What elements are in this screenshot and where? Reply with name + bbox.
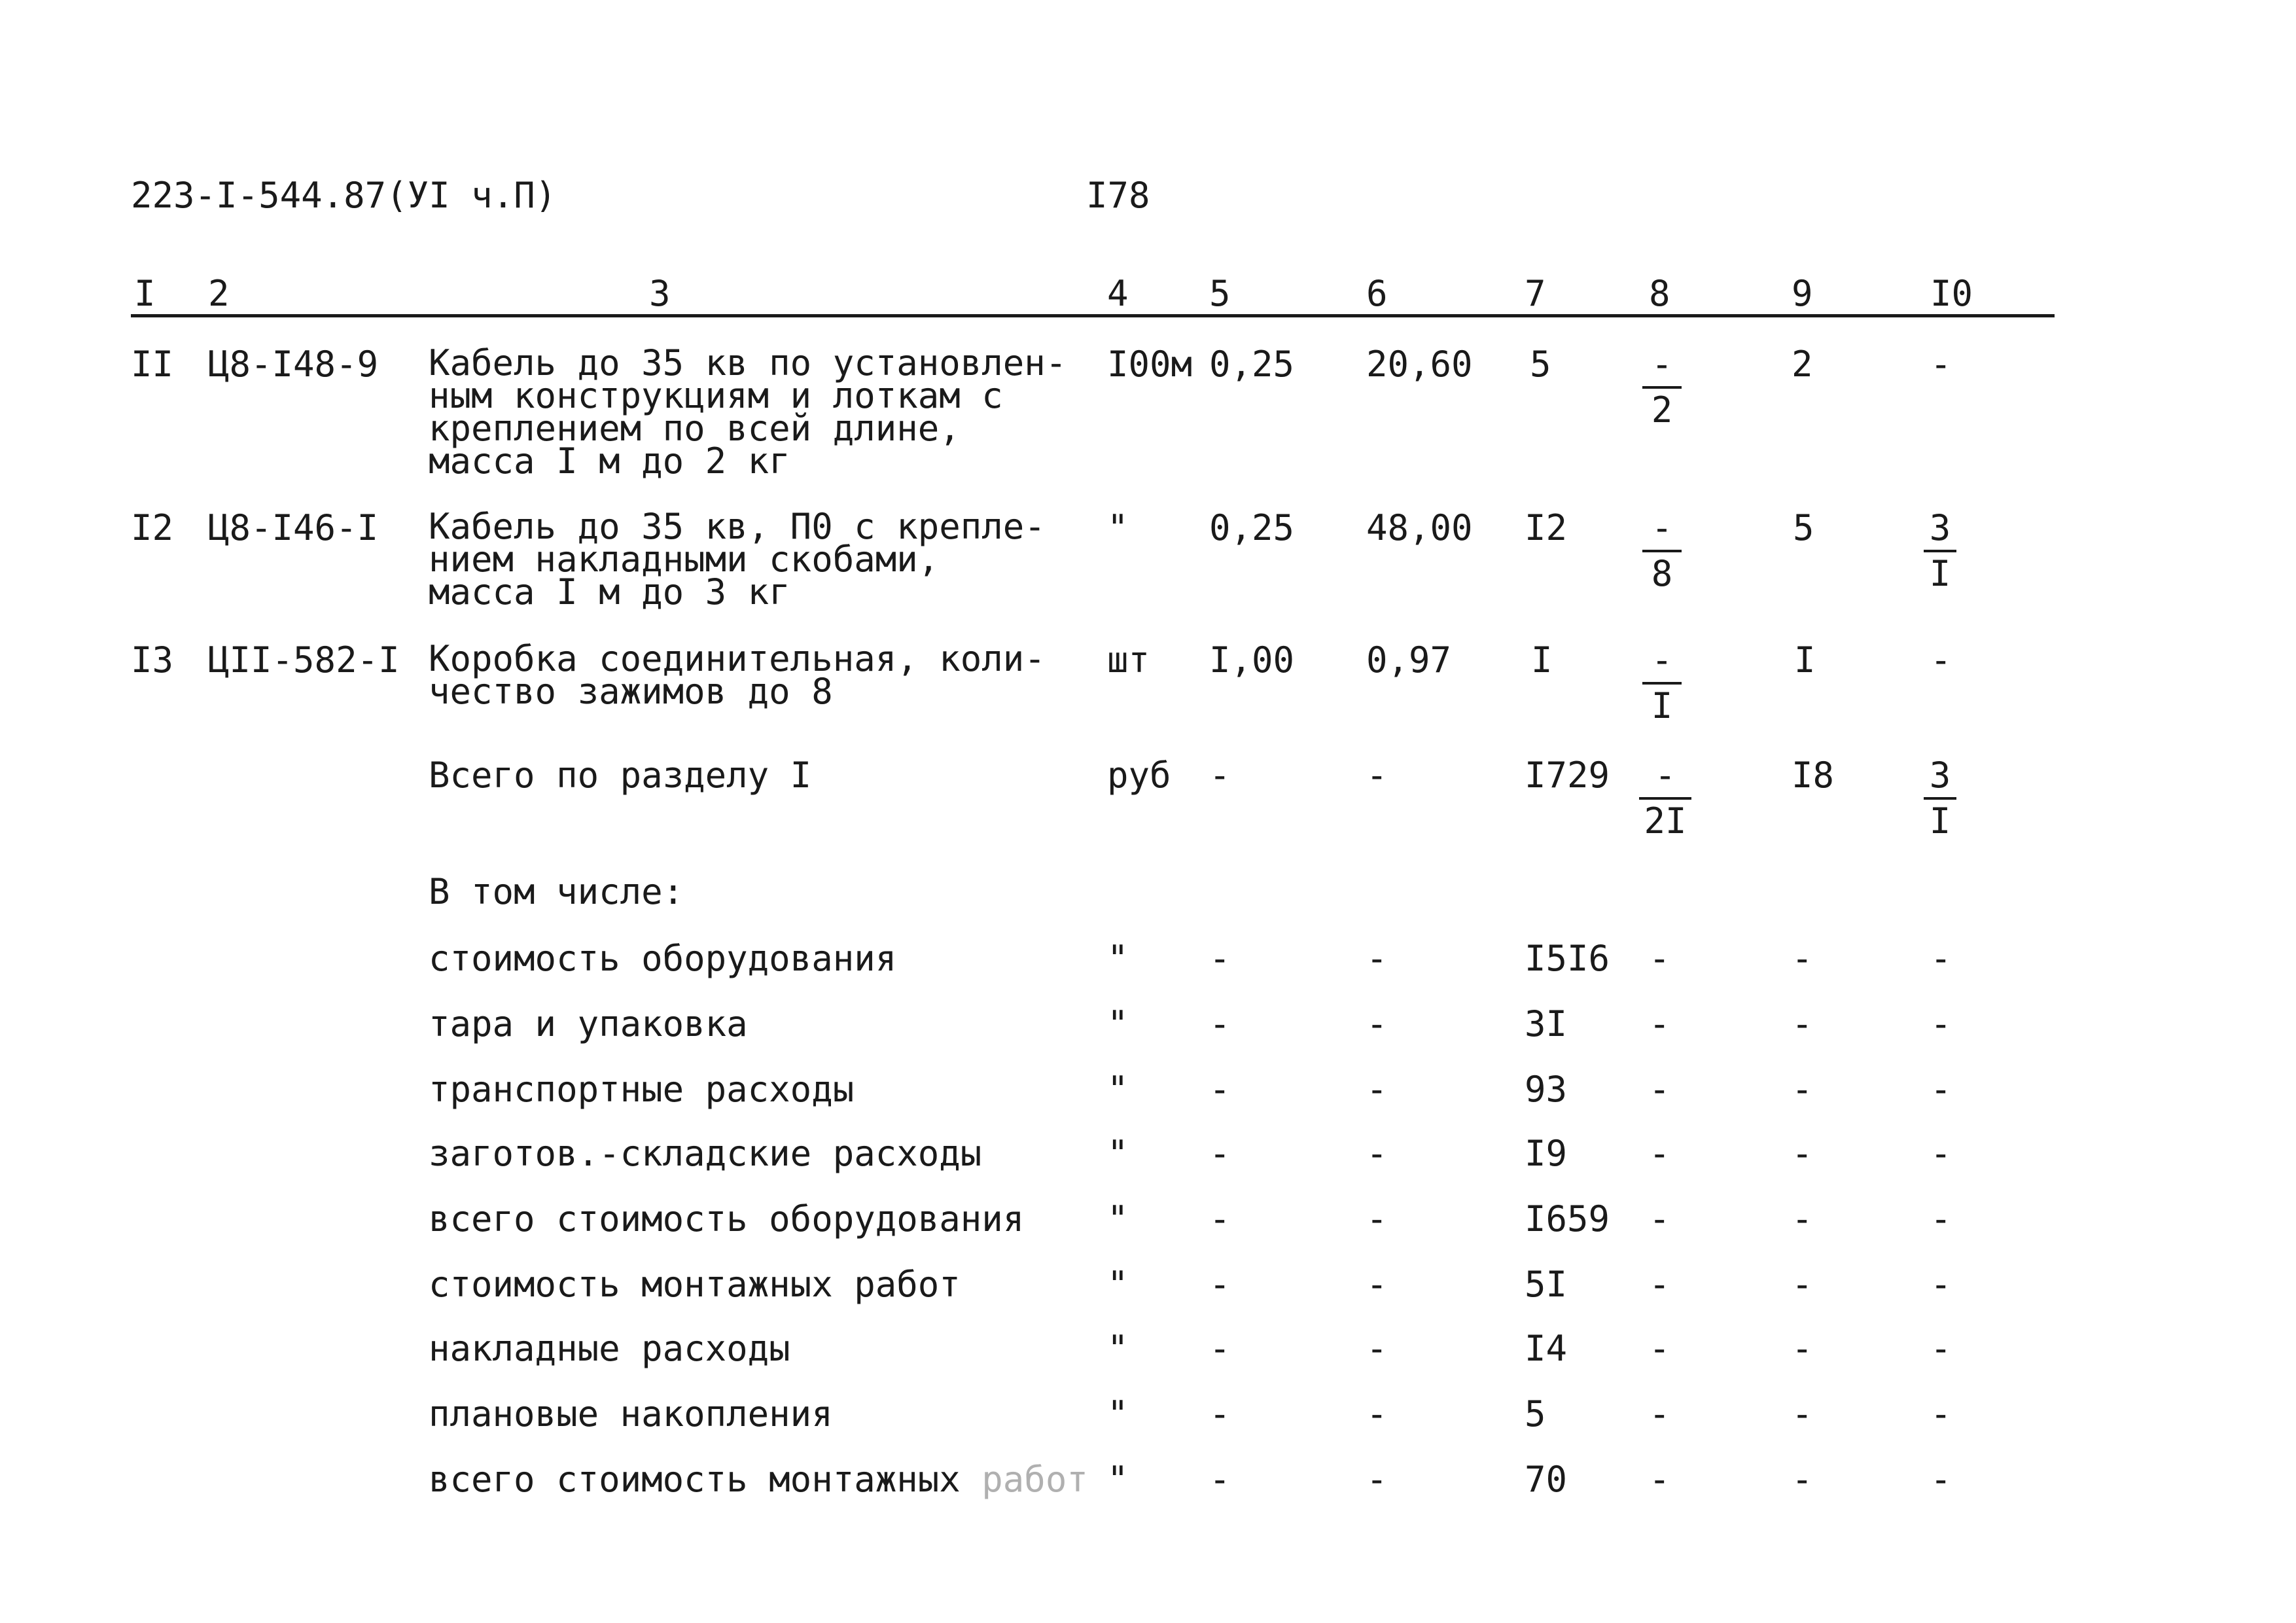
col10-value: -: [1930, 1328, 1952, 1369]
quantity: -: [1209, 1328, 1231, 1369]
price-code: Ц8-I46-I: [208, 507, 379, 548]
col7-value: 70: [1525, 1459, 1568, 1500]
col9-value: 5: [1793, 507, 1814, 548]
unit: ": [1107, 1198, 1129, 1240]
quantity: I,00: [1209, 639, 1295, 681]
col9-value: -: [1792, 1003, 1813, 1044]
unit-price: -: [1366, 1264, 1388, 1305]
column-header: 9: [1792, 273, 1813, 314]
col8-fraction: - 2I: [1639, 758, 1691, 839]
breakdown-label: всего стоимость монтажных работ: [429, 1459, 1088, 1500]
col7-value: I729: [1525, 755, 1610, 796]
col7-value: 5: [1525, 1393, 1546, 1435]
item-description: Коробка соединительная, коли- чество зажимов до 8: [429, 638, 1046, 712]
col8-value: -: [1649, 1393, 1670, 1435]
col9-value: 2: [1792, 344, 1813, 385]
item-description: Кабель до 35 кв, П0 с крепле- нием накладными скобами, масса I м до 3 кг: [429, 506, 1046, 613]
price-code: ЦII-582-I: [208, 639, 400, 681]
unit: ": [1107, 1003, 1129, 1044]
column-header: 3: [649, 273, 671, 314]
col9-value: -: [1792, 1393, 1813, 1435]
col10-value: -: [1930, 1198, 1952, 1240]
column-header: 7: [1525, 273, 1546, 314]
col10-fraction: 3 I: [1924, 510, 1956, 592]
header-rule: [131, 314, 2055, 317]
unit-price: -: [1366, 1069, 1388, 1110]
column-header: I: [134, 273, 156, 314]
col7-value: 5I: [1525, 1264, 1568, 1305]
unit-price: 20,60: [1366, 344, 1473, 385]
col8-fraction: - 2: [1642, 347, 1682, 428]
breakdown-label: плановые накопления: [429, 1393, 833, 1435]
col7-value: I659: [1525, 1198, 1610, 1240]
col9-value: -: [1792, 1328, 1813, 1369]
col10-value: -: [1930, 938, 1952, 979]
column-header: 2: [208, 273, 230, 314]
unit: ": [1107, 1328, 1129, 1369]
unit-price: -: [1366, 1198, 1388, 1240]
column-header: 4: [1107, 273, 1129, 314]
col7-value: I: [1531, 639, 1553, 681]
col10-value: -: [1930, 344, 1952, 385]
unit-price: -: [1366, 1393, 1388, 1435]
col10-value: -: [1930, 639, 1952, 681]
including-label: В том числе:: [429, 871, 684, 912]
column-header: I0: [1930, 273, 1973, 314]
breakdown-label: стоимость оборудования: [429, 938, 897, 979]
quantity: -: [1209, 755, 1231, 796]
col8-value: -: [1649, 1459, 1670, 1500]
unit: ": [1107, 1459, 1129, 1500]
col10-value: -: [1930, 1459, 1952, 1500]
column-header: 8: [1649, 273, 1670, 314]
unit: I00м: [1107, 344, 1193, 385]
document-code: 223-I-544.87(УI ч.П): [131, 175, 557, 216]
unit: ": [1107, 938, 1129, 979]
breakdown-label: стоимость монтажных работ: [429, 1264, 961, 1305]
col8-value: -: [1649, 1069, 1670, 1110]
col9-value: -: [1792, 1133, 1813, 1174]
unit-price: -: [1366, 755, 1388, 796]
col8-value: -: [1649, 1133, 1670, 1174]
unit-price: -: [1366, 1328, 1388, 1369]
col9-value: -: [1792, 1264, 1813, 1305]
total-label: Всего по разделу I: [429, 755, 812, 796]
unit: ": [1107, 1264, 1129, 1305]
col7-value: I2: [1525, 507, 1568, 548]
breakdown-label: транспортные расходы: [429, 1069, 855, 1110]
column-header: 5: [1209, 273, 1231, 314]
col10-fraction: 3 I: [1924, 758, 1956, 839]
unit: ": [1107, 1069, 1129, 1110]
col9-value: I8: [1792, 755, 1835, 796]
col7-value: 5: [1530, 344, 1551, 385]
col8-value: -: [1649, 1003, 1670, 1044]
col10-value: -: [1930, 1069, 1952, 1110]
unit: ": [1107, 1133, 1129, 1174]
unit-price: -: [1366, 1003, 1388, 1044]
col9-value: I: [1794, 639, 1816, 681]
col8-value: -: [1649, 1328, 1670, 1369]
quantity: 0,25: [1209, 344, 1295, 385]
unit-price: 48,00: [1366, 507, 1473, 548]
unit: ": [1107, 507, 1129, 548]
breakdown-label: заготов.-складские расходы: [429, 1133, 982, 1174]
col7-value: 3I: [1525, 1003, 1568, 1044]
col10-value: -: [1930, 1133, 1952, 1174]
quantity: -: [1209, 1069, 1231, 1110]
col9-value: -: [1792, 938, 1813, 979]
quantity: -: [1209, 938, 1231, 979]
col10-value: -: [1930, 1264, 1952, 1305]
unit: руб: [1107, 755, 1171, 796]
col9-value: -: [1792, 1069, 1813, 1110]
col7-value: 93: [1525, 1069, 1568, 1110]
col10-value: -: [1930, 1003, 1952, 1044]
quantity: -: [1209, 1459, 1231, 1500]
breakdown-label: накладные расходы: [429, 1328, 790, 1369]
row-number: I2: [131, 507, 174, 548]
row-number: I3: [131, 639, 174, 681]
page-number: I78: [1086, 175, 1150, 216]
quantity: -: [1209, 1003, 1231, 1044]
breakdown-label: тара и упаковка: [429, 1003, 748, 1044]
unit-price: -: [1366, 1459, 1388, 1500]
unit-price: -: [1366, 1133, 1388, 1174]
col9-value: -: [1792, 1459, 1813, 1500]
col8-fraction: - I: [1642, 643, 1682, 724]
col10-value: -: [1930, 1393, 1952, 1435]
unit: шт: [1107, 639, 1150, 681]
breakdown-label: всего стоимость оборудования: [429, 1198, 1025, 1240]
column-header: 6: [1366, 273, 1388, 314]
quantity: -: [1209, 1264, 1231, 1305]
col8-value: -: [1649, 1198, 1670, 1240]
quantity: -: [1209, 1393, 1231, 1435]
col9-value: -: [1792, 1198, 1813, 1240]
col7-value: I9: [1525, 1133, 1568, 1174]
col7-value: I5I6: [1525, 938, 1610, 979]
quantity: -: [1209, 1133, 1231, 1174]
col8-value: -: [1649, 1264, 1670, 1305]
col8-value: -: [1649, 938, 1670, 979]
unit-price: 0,97: [1366, 639, 1452, 681]
unit-price: -: [1366, 938, 1388, 979]
item-description: Кабель до 35 кв по установлен- ным конструкциям и лоткам с креплением по всей длине, масса I м до 2 кг: [429, 342, 1067, 482]
unit: ": [1107, 1393, 1129, 1435]
row-number: II: [131, 344, 174, 385]
price-code: Ц8-I48-9: [208, 344, 379, 385]
quantity: -: [1209, 1198, 1231, 1240]
col7-value: I4: [1525, 1328, 1568, 1369]
col8-fraction: - 8: [1642, 510, 1682, 592]
quantity: 0,25: [1209, 507, 1295, 548]
